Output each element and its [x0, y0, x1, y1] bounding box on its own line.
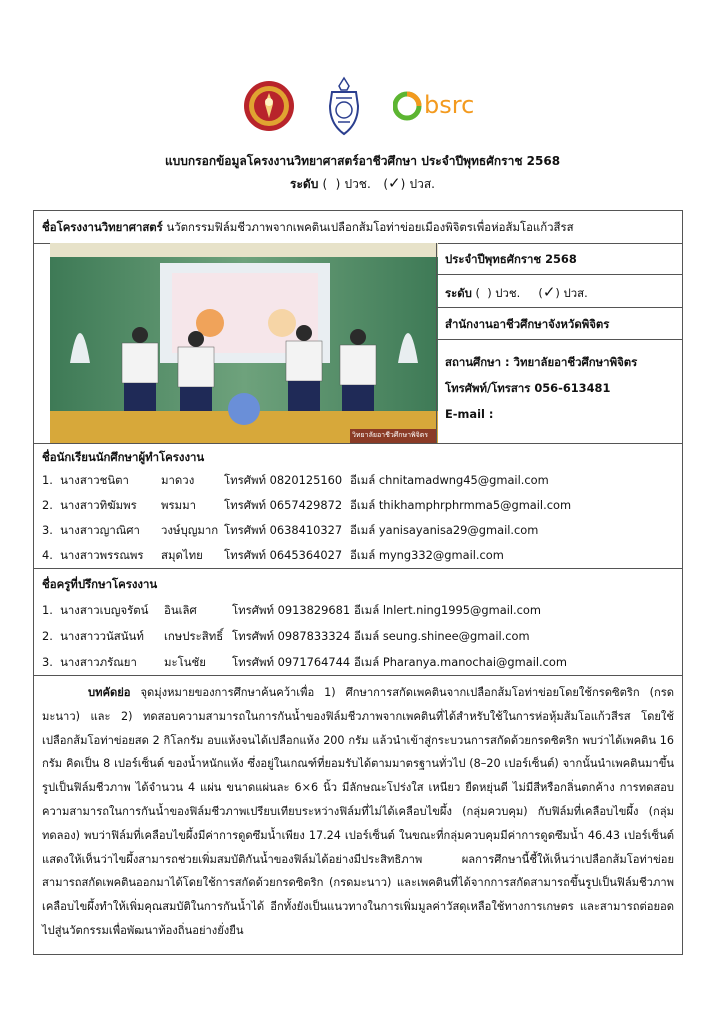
abstract-paragraph	[42, 681, 674, 943]
student-surname: มาดวง	[161, 473, 195, 487]
student-email: อีเมล์ myng332@gmail.com	[350, 548, 504, 562]
photo-banner-text: วิทยาลัยอาชีวศึกษาพิจิตร	[352, 431, 429, 439]
list-item	[42, 472, 129, 490]
ovec-seal-icon	[243, 80, 295, 132]
advisor-surname: เกษประสิทธิ์	[164, 629, 224, 643]
item-number: 1.	[42, 603, 53, 617]
student-email: อีเมล์ yanisayanisa29@gmail.com	[350, 523, 539, 537]
info-check-icon: ✓	[542, 283, 556, 301]
abstract-text: จุดมุ่งหมายของการศึกษาค้นคว้าเพื่อ 1) ศึกษาการสกัดเพคตินจากเปลือกส้มโอท่าข่อยโดยใช้กรดซิตริก (กรดมะนาว) และ 2) ทดสอบความสามารถในการกันน้ำของฟิล์มชีวภาพจากเพคตินที่ได้สำหรับใช้ในการห่อหุ้มส้มโอแก้วสีรส โดยใช้เปลือกส้มโอท่าข่อยสด 2 กิโลกรัม อบแห้งจนได้เปลือกแห้ง 200 กรัม แล้วนำเข้าสู่กระบวนการสกัดด้วยกรดซิตริก พบว่าได้เพคติน 16 กรัม คิดเป็น 8 เปอร์เซ็นต์ ของน้ำหนักแห้ง ซึ่งอยู่ในเกณฑ์ที่ยอมรับได้ตามมาตรฐานทั่วไป (8–20 เปอร์เซ็นต์) จากนั้นนำเพคตินมาขึ้นรูปเป็นฟิล์มชีวภาพ ได้จำนวน 4 แผ่น ขนาดแผ่นละ 6×6 นิ้ว มีลักษณะโปร่งใส เหนียว ยืดหยุ่นดี ไม่มีสีหรือกลิ่นตกค้าง การทดสอบความสามารถในการกันน้ำของฟิล์มชีวภาพเปรียบเทียบระหว่างฟิล์มที่ไม่ได้เคลือบไขผึ้ง (กลุ่มควบคุม) กับฟิล์มที่เคลือบไขผึ้ง (กลุ่มทดลอง) พบว่าฟิล์มที่เคลือบไขผึ้งมีค่าการดูดซึมน้ำเพียง 17.24 เปอร์เซ็นต์ ในขณะที่กลุ่มควบคุมมีค่าการดูดซึมน้ำ 46.43 เปอร์เซ็นต์ แสดงให้เห็นว่าไขผึ้งสามารถช่วยเพิ่มสมบัติกันน้ำของฟิล์มได้อย่างมีประสิทธิภาพ ผลการศึกษานี้ชี้ให้เห็นว่าเปลือกส้มโอท่าข่อยสามารถสกัดเพคตินออกมาได้โดยใช้การสกัดด้วยกรดซิตริก (กรดมะนาว) และเพคตินที่ได้จากการสกัดสามารถขึ้นรูปเป็นฟิล์มชีวภาพเคลือบไขผึ้งทำให้เพิ่มคุณสมบัติในการกันน้ำได้ อีกทั้งยังเป็นแนวทางในการเพิ่มมูลค่าวัสดุเหลือใช้ทางการเกษตร และสามารถต่อยอดไปสู่นวัตกรรมเพื่อพัฒนาท้องถิ่นอย่างยั่งยืน	[42, 686, 674, 937]
school-name: สถานศึกษา : วิทยาลัยอาชีวศึกษาพิจิตร	[445, 355, 638, 369]
student-name: นางสาวพรรณพร	[60, 548, 144, 562]
info-column	[436, 243, 682, 444]
level-open-1: (	[322, 177, 328, 191]
logo-bar	[0, 76, 725, 140]
student-phone: โทรศัพท์ 0820125160	[224, 473, 343, 487]
info-level-open-2: (	[538, 286, 543, 300]
divider	[34, 568, 682, 569]
project-name-label: ชื่อโครงงานวิทยาศาสตร์	[42, 220, 163, 234]
advisor-email: อีเมล์ Pharanya.manochai@gmail.com	[354, 655, 568, 669]
check-icon: ✓	[388, 174, 401, 192]
school-info	[445, 349, 637, 427]
student-email: อีเมล์ thikhamphrphrmma5@gmail.com	[350, 498, 572, 512]
student-name: นางสาวทิฆัมพร	[60, 498, 137, 512]
list-item	[42, 547, 144, 565]
level-close-2: )	[400, 177, 406, 191]
level-option-high-vocational: ปวส.	[409, 177, 435, 191]
item-number: 3.	[42, 655, 53, 669]
item-number: 4.	[42, 548, 53, 562]
info-level-close-1: )	[487, 286, 492, 300]
student-surname: วงษ์บุญมาก	[161, 523, 219, 537]
form-table	[33, 210, 683, 955]
advisor-phone: โทรศัพท์ 0971764744	[232, 655, 351, 669]
form-title: แบบกรอกข้อมูลโครงงานวิทยาศาสตร์อาชีวศึกษา ประจำปีพุทธศักราช 2568	[164, 154, 561, 168]
institute-crest-icon	[324, 76, 364, 138]
item-number: 2.	[42, 498, 53, 512]
advisor-email: อีเมล์ lnlert.ning1995@gmail.com	[354, 603, 541, 617]
list-item	[42, 654, 137, 672]
list-item	[42, 522, 140, 540]
info-level-option-high-vocational: ปวส.	[563, 286, 588, 300]
school-phone: โทรศัพท์/โทรสาร 056-613481	[445, 381, 611, 395]
students-heading: ชื่อนักเรียนนักศึกษาผู้ทำโครงงาน	[42, 450, 205, 464]
divider	[34, 443, 682, 444]
office-name: สำนักงานอาชีวศึกษาจังหวัดพิจิตร	[437, 308, 682, 340]
bsrc-logo-icon	[393, 88, 483, 124]
level-close-1: )	[335, 177, 341, 191]
info-level-label: ระดับ	[445, 286, 472, 300]
advisor-name: นางสาววนัสนันท์	[60, 629, 144, 643]
student-phone: โทรศัพท์ 0657429872	[224, 498, 343, 512]
advisor-surname: มะโนชัย	[164, 655, 206, 669]
info-level-open-1: (	[475, 286, 480, 300]
level-line	[0, 174, 725, 194]
advisor-name: นางสาวเบญจรัตน์	[60, 603, 149, 617]
student-surname: สมุดไทย	[161, 548, 203, 562]
list-item	[42, 602, 148, 620]
list-item	[42, 628, 144, 646]
student-phone: โทรศัพท์ 0645364027	[224, 548, 343, 562]
project-name-value: นวัตกรรมฟิล์มชีวภาพจากเพคตินเปลือกส้มโอท่าข่อยเมืองพิจิตรเพื่อห่อส้มโอแก้วสีรส	[166, 220, 574, 234]
project-year: ประจำปีพุทธศักราช 2568	[437, 243, 682, 275]
level-label: ระดับ	[290, 177, 319, 191]
school-email: E-mail :	[445, 407, 494, 421]
info-level-close-2: )	[555, 286, 560, 300]
project-photo	[50, 243, 438, 444]
bsrc-logo-text: bsrc	[424, 91, 475, 119]
student-name: นางสาวชนิตา	[60, 473, 129, 487]
advisor-surname: อินเลิศ	[164, 603, 197, 617]
student-email: อีเมล์ chnitamadwng45@gmail.com	[350, 473, 549, 487]
level-option-vocational: ปวช.	[344, 177, 371, 191]
item-number: 1.	[42, 473, 53, 487]
student-phone: โทรศัพท์ 0638410327	[224, 523, 343, 537]
student-surname: พรมมา	[161, 498, 197, 512]
advisor-name: นางสาวภรัณยา	[60, 655, 137, 669]
list-item	[42, 497, 137, 515]
abstract-label: บทคัดย่อ	[88, 686, 131, 699]
project-name-row	[34, 211, 682, 244]
divider	[34, 675, 682, 676]
advisor-email: อีเมล์ seung.shinee@gmail.com	[354, 629, 530, 643]
info-level-option-vocational: ปวช.	[495, 286, 521, 300]
student-name: นางสาวญาณิศา	[60, 523, 140, 537]
item-number: 2.	[42, 629, 53, 643]
info-level-row	[437, 275, 682, 308]
advisor-phone: โทรศัพท์ 0987833324	[232, 629, 351, 643]
advisors-heading: ชื่อครูที่ปรึกษาโครงงาน	[42, 577, 158, 591]
item-number: 3.	[42, 523, 53, 537]
advisor-phone: โทรศัพท์ 0913829681	[232, 603, 351, 617]
level-open-2: (	[383, 177, 389, 191]
